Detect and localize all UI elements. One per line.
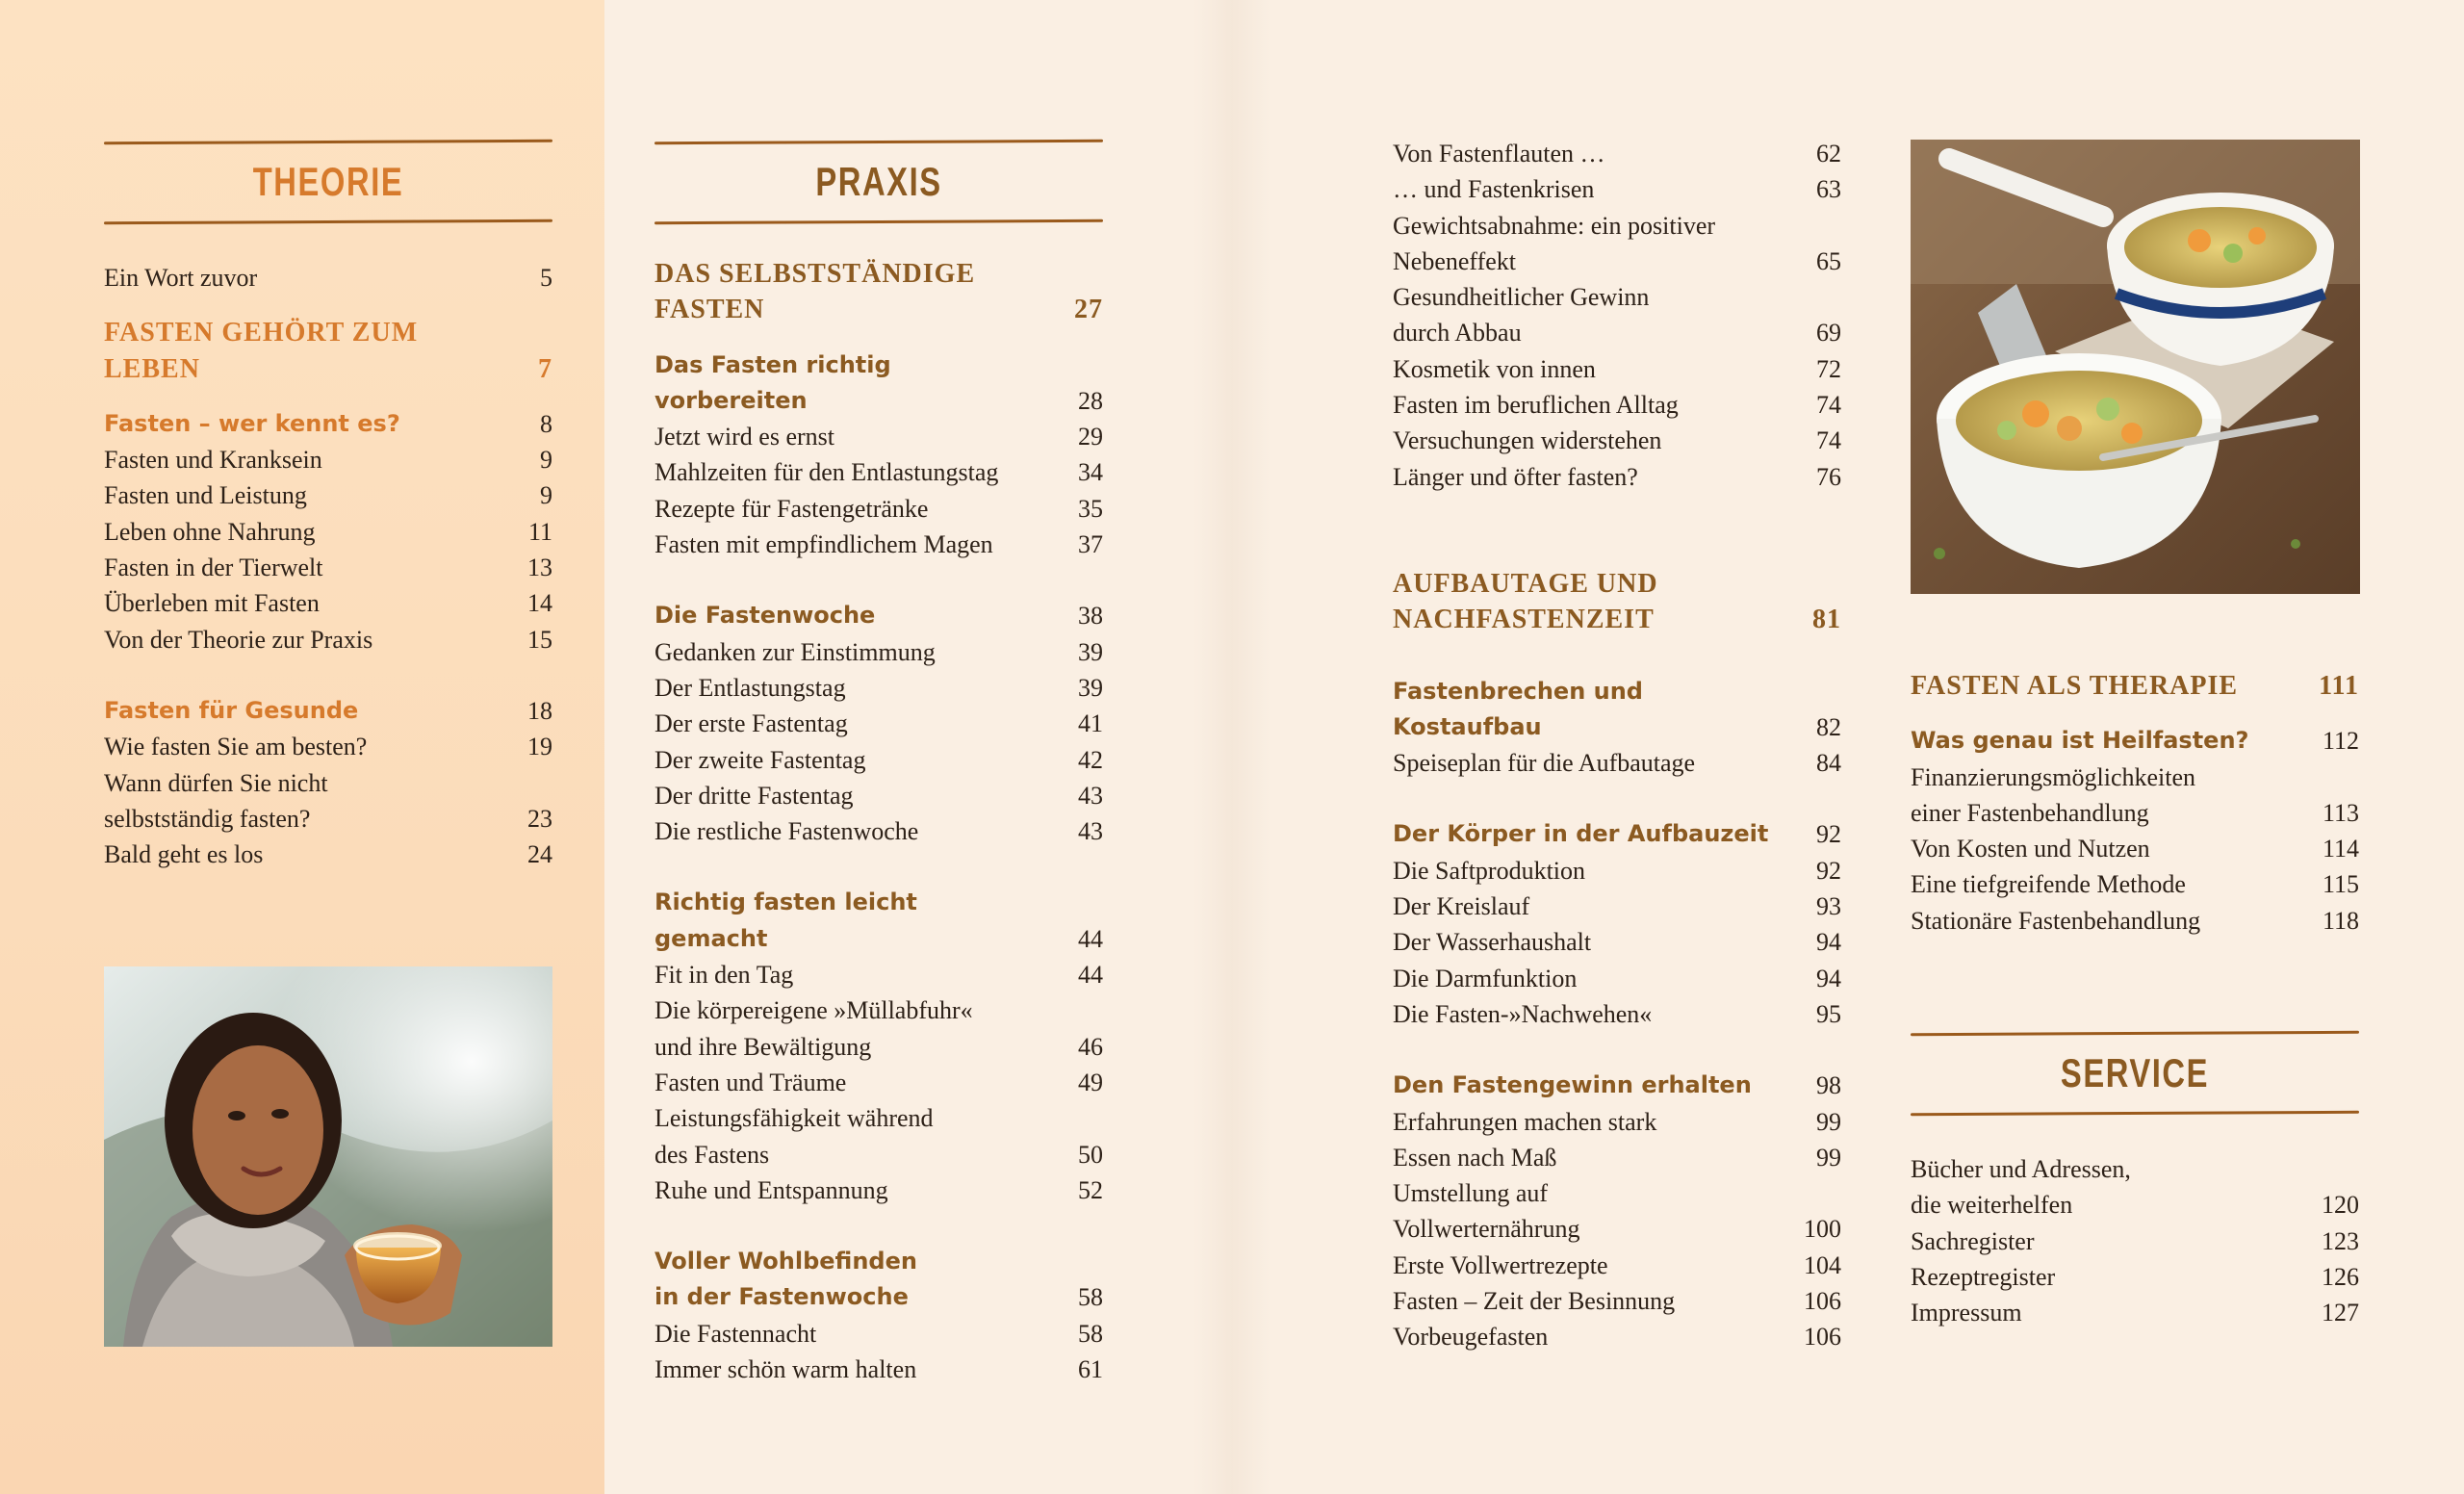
- entry-page: 63: [1816, 175, 1841, 204]
- therapie-column: [1911, 668, 2359, 939]
- toc-entry[interactable]: [1393, 1248, 1841, 1283]
- entry-page: 14: [527, 589, 552, 618]
- chapter-page: 27: [1074, 295, 1103, 325]
- entry-title: des Fastens: [654, 1140, 770, 1169]
- toc-entry[interactable]: [654, 1065, 1103, 1100]
- entry-page: 49: [1078, 1068, 1103, 1096]
- entry-title: durch Abbau: [1393, 319, 1522, 348]
- entry-page: 62: [1816, 140, 1841, 167]
- subsection-title: Voller Wohlbefinden: [654, 1248, 917, 1275]
- entry-page: 113: [2322, 798, 2359, 827]
- toc-entry[interactable]: [1393, 1140, 1841, 1175]
- subsection-page: 44: [1078, 924, 1103, 953]
- subsection-heading[interactable]: [1393, 709, 1841, 745]
- entry-page: 39: [1078, 673, 1103, 702]
- toc-entry[interactable]: [654, 778, 1103, 813]
- entry-page: 5: [540, 264, 552, 292]
- entry-page: 99: [1816, 1143, 1841, 1172]
- entry-page: 43: [1078, 817, 1103, 846]
- chapter-heading[interactable]: [654, 292, 1103, 327]
- entry-title: Fasten – Zeit der Besinnung: [1393, 1287, 1676, 1316]
- entry-page: 37: [1078, 530, 1103, 559]
- praxis-continued-column: [1393, 136, 1841, 1355]
- toc-entry[interactable]: [1393, 244, 1841, 279]
- subsection-page: 98: [1816, 1071, 1841, 1100]
- entry-title: Der Entlastungstag: [654, 673, 846, 702]
- service-column: [1911, 1032, 2359, 1330]
- chapter-title: AUFBAUTAGE UND: [1393, 568, 1658, 599]
- toc-entry[interactable]: [1393, 889, 1841, 924]
- entry-title: Essen nach Maß: [1393, 1143, 1557, 1172]
- chapter-page: 81: [1812, 605, 1841, 635]
- entry-page: 99: [1816, 1107, 1841, 1136]
- toc-entry[interactable]: [654, 491, 1103, 527]
- toc-entry[interactable]: [654, 1316, 1103, 1352]
- toc-entry[interactable]: [1911, 1224, 2359, 1259]
- subsection-title: Der Körper in der Aufbauzeit: [1393, 820, 1769, 848]
- chapter-heading-line[interactable]: [654, 256, 1103, 292]
- entry-title: Sachregister: [1911, 1226, 2035, 1255]
- entry-page: 94: [1816, 964, 1841, 992]
- entry-page: 58: [1078, 1319, 1103, 1348]
- entry-page: 44: [1078, 961, 1103, 990]
- entry-title: Ruhe und Entspannung: [654, 1175, 888, 1204]
- subsection-page: 92: [1816, 820, 1841, 849]
- toc-entry[interactable]: [1911, 1187, 2359, 1223]
- toc-entry[interactable]: [654, 957, 1103, 992]
- entry-title: Fasten und Leistung: [104, 481, 307, 510]
- entry-page: 72: [1816, 354, 1841, 383]
- entry-title: Der erste Fastentag: [654, 709, 848, 738]
- toc-entry[interactable]: [1393, 745, 1841, 781]
- toc-entry[interactable]: [1393, 1319, 1841, 1354]
- toc-entry[interactable]: [654, 527, 1103, 562]
- subsection-title: Die Fastenwoche: [654, 602, 876, 630]
- entry-page: 61: [1078, 1355, 1103, 1384]
- subsection-title: Den Fastengewinn erhalten: [1393, 1071, 1752, 1099]
- entry-page: 9: [540, 481, 552, 510]
- entry-page: 100: [1804, 1215, 1841, 1244]
- chapter-title: FASTEN GEHÖRT ZUM LEBEN: [104, 318, 419, 384]
- entry-title: Fasten mit empfindlichem Magen: [654, 530, 993, 559]
- entry-title: Ein Wort zuvor: [104, 264, 258, 292]
- entry-title: Jetzt wird es ernst: [654, 423, 835, 451]
- toc-entry[interactable]: [1393, 136, 1841, 171]
- entry-page: 42: [1078, 745, 1103, 774]
- toc-entry-line[interactable]: [1393, 1175, 1841, 1211]
- toc-entry-line[interactable]: [654, 992, 1103, 1028]
- entry-title: Bücher und Adressen,: [1911, 1155, 2131, 1183]
- toc-entry[interactable]: [654, 742, 1103, 778]
- entry-page: 24: [527, 840, 552, 869]
- subsection-title: Fasten für Gesunde: [104, 696, 359, 724]
- entry-title: Finanzierungsmöglichkeiten: [1911, 762, 2196, 791]
- toc-entry[interactable]: [104, 729, 552, 764]
- entry-title: einer Fastenbehandlung: [1911, 798, 2149, 827]
- subsection-heading-line[interactable]: [1393, 674, 1841, 709]
- chapter-heading[interactable]: [1393, 602, 1841, 637]
- entry-title: Mahlzeiten für den Entlastungstag: [654, 458, 999, 487]
- toc-entry[interactable]: [1393, 853, 1841, 889]
- entry-title: Von der Theorie zur Praxis: [104, 625, 373, 654]
- toc-entry[interactable]: [654, 813, 1103, 849]
- woman-tea-photo: [104, 966, 552, 1347]
- toc-entry[interactable]: [654, 1172, 1103, 1208]
- entry-title: Leistungsfähigkeit während: [654, 1104, 934, 1133]
- entry-page: 23: [527, 804, 552, 833]
- entry-page: 92: [1816, 856, 1841, 885]
- toc-entry[interactable]: [654, 634, 1103, 670]
- entry-title: Die restliche Fastenwoche: [654, 817, 919, 846]
- toc-entry[interactable]: [1393, 387, 1841, 423]
- entry-title: Rezepte für Fastengetränke: [654, 494, 929, 523]
- entry-title: Wann dürfen Sie nicht: [104, 768, 328, 797]
- entry-title: Fasten und Träume: [654, 1068, 847, 1096]
- toc-entry[interactable]: [104, 622, 552, 657]
- entry-title: Von Kosten und Nutzen: [1911, 835, 2150, 863]
- entry-title: Impressum: [1911, 1299, 2022, 1327]
- entry-page: 114: [2322, 835, 2359, 863]
- entry-title: Rezeptregister: [1911, 1262, 2056, 1291]
- subsection-heading[interactable]: [654, 598, 1103, 633]
- entry-title: Gedanken zur Einstimmung: [654, 637, 936, 666]
- entry-title: Kosmetik von innen: [1393, 354, 1596, 383]
- service-title: SERVICE: [2060, 1050, 2210, 1095]
- toc-entry[interactable]: [1393, 996, 1841, 1032]
- subsection-heading[interactable]: [1911, 723, 2359, 759]
- toc-entry[interactable]: [654, 454, 1103, 490]
- toc-entry[interactable]: [1393, 459, 1841, 495]
- entry-page: 93: [1816, 892, 1841, 921]
- entry-title: Die Fasten-»Nachwehen«: [1393, 999, 1653, 1028]
- theorie-title: THEORIE: [252, 159, 404, 204]
- entry-page: 126: [2322, 1262, 2359, 1291]
- toc-entry[interactable]: [104, 585, 552, 621]
- entry-title: selbstständig fasten?: [104, 804, 311, 833]
- entry-title: Eine tiefgreifende Methode: [1911, 870, 2186, 899]
- entry-title: Die Fastennacht: [654, 1319, 817, 1348]
- chapter-page: 7: [538, 353, 552, 384]
- entry-title: Immer schön warm halten: [654, 1355, 917, 1384]
- toc-entry[interactable]: [654, 419, 1103, 454]
- toc-entry[interactable]: [1911, 795, 2359, 831]
- toc-entry[interactable]: [104, 837, 552, 872]
- entry-page: 43: [1078, 781, 1103, 810]
- entry-page: 50: [1078, 1140, 1103, 1169]
- entry-page: 46: [1078, 1032, 1103, 1061]
- toc-entry[interactable]: [1393, 1283, 1841, 1319]
- toc-entry[interactable]: [104, 514, 552, 550]
- subsection-page: 28: [1078, 386, 1103, 415]
- entry-page: 104: [1804, 1250, 1841, 1279]
- entry-page: 84: [1816, 749, 1841, 778]
- toc-entry[interactable]: [1393, 924, 1841, 960]
- entry-page: 41: [1078, 709, 1103, 738]
- entry-title: Von Fastenflauten …: [1393, 140, 1605, 167]
- subsection-heading[interactable]: [104, 406, 552, 442]
- entry-page: 74: [1816, 391, 1841, 420]
- subsection-title: Was genau ist Heilfasten?: [1911, 727, 2249, 755]
- entry-title: Gesundheitlicher Gewinn: [1393, 283, 1650, 312]
- toc-entry[interactable]: [1393, 1211, 1841, 1247]
- entry-title: Versuchungen widerstehen: [1393, 426, 1662, 455]
- entry-page: 106: [1804, 1287, 1841, 1316]
- subsection-page: 38: [1078, 602, 1103, 631]
- toc-entry[interactable]: [1911, 1259, 2359, 1295]
- toc-entry[interactable]: [104, 260, 552, 296]
- subsection-heading[interactable]: [1393, 1068, 1841, 1103]
- entry-page: 94: [1816, 928, 1841, 957]
- chapter-heading[interactable]: [104, 315, 552, 387]
- entry-page: 95: [1816, 999, 1841, 1028]
- subsection-page: 8: [540, 409, 552, 438]
- entry-page: 52: [1078, 1175, 1103, 1204]
- toc-entry[interactable]: [104, 550, 552, 585]
- entry-page: 29: [1078, 423, 1103, 451]
- toc-entry-line[interactable]: [1393, 279, 1841, 315]
- entry-title: Erste Vollwertrezepte: [1393, 1250, 1608, 1279]
- toc-entry[interactable]: [1393, 1104, 1841, 1140]
- entry-title: Vorbeugefasten: [1393, 1323, 1549, 1352]
- subsection-heading[interactable]: [1393, 816, 1841, 852]
- entry-page: 9: [540, 446, 552, 475]
- toc-entry[interactable]: [654, 706, 1103, 741]
- entry-title: Leben ohne Nahrung: [104, 517, 316, 546]
- entry-title: Der dritte Fastentag: [654, 781, 854, 810]
- entry-title: Speiseplan für die Aufbautage: [1393, 749, 1696, 778]
- toc-entry[interactable]: [104, 442, 552, 477]
- toc-entry[interactable]: [654, 670, 1103, 706]
- toc-entry[interactable]: [654, 1029, 1103, 1065]
- subsection-page: 82: [1816, 712, 1841, 741]
- chapter-title: NACHFASTENZEIT: [1393, 605, 1655, 635]
- entry-page: 35: [1078, 494, 1103, 523]
- entry-title: Der Wasserhaushalt: [1393, 928, 1592, 957]
- subsection-title: Das Fasten richtig vorbereiten: [654, 350, 891, 414]
- subsection-page: 58: [1078, 1283, 1103, 1312]
- entry-title: Fasten im beruflichen Alltag: [1393, 391, 1679, 420]
- toc-entry[interactable]: [104, 477, 552, 513]
- entry-title: Erfahrungen machen stark: [1393, 1107, 1657, 1136]
- entry-page: 123: [2322, 1226, 2359, 1255]
- chapter-heading[interactable]: [1911, 668, 2359, 704]
- entry-title: Bald geht es los: [104, 840, 264, 869]
- toc-entry[interactable]: [1911, 831, 2359, 866]
- toc-entry[interactable]: [1911, 866, 2359, 902]
- subsection-heading[interactable]: [654, 348, 1103, 420]
- entry-page: 106: [1804, 1323, 1841, 1352]
- entry-title: Gewichtsabnahme: ein positiver: [1393, 211, 1716, 240]
- entry-page: 39: [1078, 637, 1103, 666]
- entry-page: 115: [2322, 870, 2359, 899]
- subsection-page: 18: [527, 696, 552, 725]
- praxis-column: [654, 141, 1103, 1387]
- entry-page: 11: [527, 517, 552, 546]
- toc-entry[interactable]: [1393, 351, 1841, 387]
- toc-entry[interactable]: [654, 1352, 1103, 1387]
- praxis-title: PRAXIS: [815, 159, 942, 204]
- entry-page: 13: [527, 554, 552, 582]
- entry-page: 15: [527, 625, 552, 654]
- book-gutter: [1194, 0, 1270, 1494]
- entry-title: Umstellung auf: [1393, 1179, 1549, 1208]
- subsection-heading[interactable]: [654, 885, 1103, 957]
- entry-title: Fasten in der Tierwelt: [104, 554, 323, 582]
- chapter-title: FASTEN ALS THERAPIE: [1911, 671, 2239, 701]
- toc-entry[interactable]: [104, 801, 552, 837]
- entry-title: Vollwerternährung: [1393, 1215, 1580, 1244]
- entry-page: 76: [1816, 462, 1841, 491]
- chapter-title: FASTEN: [654, 295, 765, 325]
- toc-entry[interactable]: [1393, 961, 1841, 996]
- subsection-heading[interactable]: [654, 1279, 1103, 1315]
- toc-entry[interactable]: [654, 1137, 1103, 1172]
- entry-title: … und Fastenkrisen: [1393, 175, 1595, 204]
- entry-page: 69: [1816, 319, 1841, 348]
- toc-entry-line[interactable]: [1911, 1151, 2359, 1187]
- subsection-title: in der Fastenwoche: [654, 1283, 909, 1311]
- entry-page: 74: [1816, 426, 1841, 455]
- toc-entry[interactable]: [1393, 171, 1841, 207]
- entry-page: 19: [527, 733, 552, 761]
- toc-entry-line[interactable]: [654, 1100, 1103, 1136]
- subsection-title: Kostaufbau: [1393, 712, 1542, 740]
- toc-entry[interactable]: [1393, 315, 1841, 350]
- subsection-title: Fasten – wer kennt es?: [104, 409, 400, 437]
- entry-title: Länger und öfter fasten?: [1393, 462, 1638, 491]
- toc-entry-line[interactable]: [104, 765, 552, 801]
- entry-title: Die Darmfunktion: [1393, 964, 1578, 992]
- toc-entry[interactable]: [1911, 903, 2359, 939]
- toc-entry[interactable]: [1911, 1295, 2359, 1330]
- toc-entry-line[interactable]: [1393, 208, 1841, 244]
- entry-title: Fasten und Kranksein: [104, 446, 322, 475]
- entry-title: Stationäre Fastenbehandlung: [1911, 906, 2201, 935]
- subsection-heading-line[interactable]: [654, 1244, 1103, 1279]
- entry-page: 118: [2322, 906, 2359, 935]
- subsection-page: 112: [2322, 727, 2359, 756]
- entry-page: 127: [2322, 1299, 2359, 1327]
- entry-title: Die körpereigene »Müllabfuhr«: [654, 996, 973, 1025]
- chapter-heading-line[interactable]: [1393, 566, 1841, 602]
- entry-title: Überleben mit Fasten: [104, 589, 320, 618]
- entry-title: Der zweite Fastentag: [654, 745, 866, 774]
- soup-bowls-photo: [1911, 140, 2360, 594]
- entry-title: Der Kreislauf: [1393, 892, 1530, 921]
- entry-title: und ihre Bewältigung: [654, 1032, 872, 1061]
- entry-title: Nebeneffekt: [1393, 246, 1517, 275]
- entry-title: Die Saftproduktion: [1393, 856, 1586, 885]
- subsection-title: Fastenbrechen und: [1393, 677, 1643, 705]
- entry-title: die weiterhelfen: [1911, 1191, 2073, 1220]
- subsection-title: Richtig fasten leicht gemacht: [654, 889, 917, 952]
- toc-entry-line[interactable]: [1911, 760, 2359, 795]
- entry-title: Fit in den Tag: [654, 961, 794, 990]
- entry-title: Wie fasten Sie am besten?: [104, 733, 368, 761]
- entry-page: 120: [2322, 1191, 2359, 1220]
- theorie-column: [104, 141, 552, 872]
- chapter-title: DAS SELBSTSTÄNDIGE: [654, 259, 976, 289]
- chapter-page: 111: [2319, 671, 2359, 701]
- toc-entry[interactable]: [1393, 423, 1841, 458]
- entry-page: 34: [1078, 458, 1103, 487]
- subsection-heading[interactable]: [104, 693, 552, 729]
- entry-page: 65: [1816, 246, 1841, 275]
